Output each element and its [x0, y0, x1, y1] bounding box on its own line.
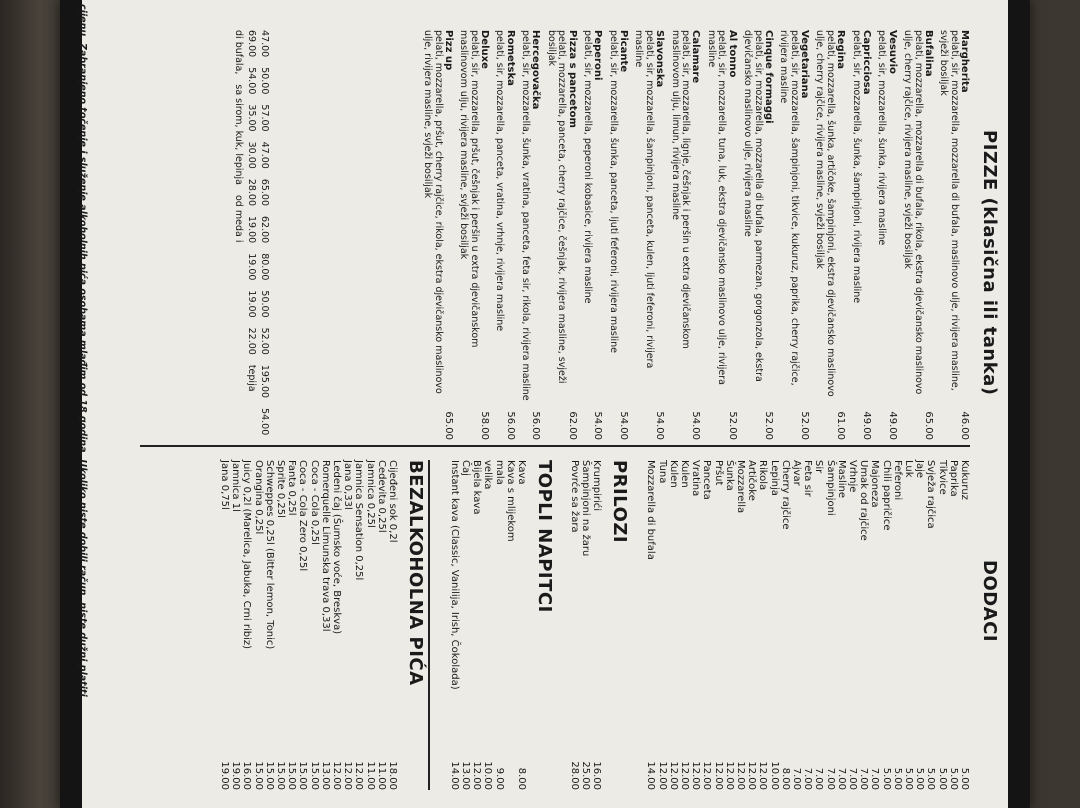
pizza-price: 65.00	[922, 411, 934, 440]
dodaci-list	[645, 460, 970, 790]
bezalkoholna-item-name: Romerquelle Limunska trava 0,33l	[319, 460, 331, 632]
topli-item-name: Kava	[516, 460, 527, 485]
dodaci-item	[679, 460, 690, 790]
left-page-price: 19.00	[245, 290, 257, 318]
dodaci-item-price: 5.00	[891, 767, 903, 790]
pizza-name: Cinque formaggi	[762, 30, 774, 124]
pizza-item	[633, 30, 665, 440]
dodaci-item-name: Mozzarella	[734, 460, 746, 514]
dodaci-item-name: Feta sir	[802, 460, 814, 497]
dodaci-item-name: Paprika	[947, 460, 959, 497]
left-page-price: 47.00	[259, 141, 270, 169]
dodaci-item-name: Kulen	[678, 460, 690, 488]
left-page-price: 54.00	[259, 408, 270, 436]
pizza-price: 56.00	[504, 411, 516, 440]
dodaci-item	[701, 460, 712, 790]
pizza-price: 52.00	[798, 411, 810, 440]
prilozi-item-price: 25.00	[579, 761, 591, 790]
dodaci-item	[858, 460, 869, 790]
dodaci-item-price: 5.00	[947, 767, 959, 790]
dodaci-item	[847, 460, 858, 790]
pizza-price: 62.00	[566, 411, 578, 440]
dodaci-item	[690, 460, 701, 790]
dodaci-item	[948, 460, 959, 790]
bezalkoholna-item	[264, 460, 275, 790]
pizza-name: Deluxe	[478, 30, 490, 69]
pizza-description: pelati, mozzarella, mozzarella di bufala, rikola, ekstra djevičansko maslinovo ulje, cherry rajčice, rivijera masline, svježi bosiljak	[902, 30, 924, 395]
pizza-price: 61.00	[835, 411, 847, 440]
pizza-price: 54.00	[690, 411, 702, 440]
dodaci-item	[724, 460, 735, 790]
dodaci-heading: DODACI	[979, 560, 1000, 643]
topli-item-price: 12.00	[471, 761, 483, 790]
dodaci-item-price: 5.00	[902, 767, 914, 790]
bezalkoholna-item-name: Orangina 0,25l	[252, 460, 264, 535]
dodaci-item	[735, 460, 746, 790]
topli-item	[449, 460, 460, 790]
topli-napitci-list	[449, 460, 527, 790]
topli-item	[471, 460, 482, 790]
pizza-name: Picante	[617, 30, 629, 73]
menu-sheet	[60, 0, 1030, 808]
pizza-name: Slavonska	[654, 30, 666, 88]
bezalkoholna-item-name: Sprite 0,25l	[274, 460, 286, 518]
pizza-name: Rometska	[504, 30, 516, 86]
left-page-price: 80.00	[259, 253, 270, 281]
dodaci-item-price: 7.00	[824, 767, 836, 790]
pizza-description: pelati, sir, mozzarella, šunka, šampinjoni, rivijera masline	[850, 30, 862, 304]
topli-napitci-heading: TOPLI NAPITCI	[534, 460, 555, 613]
pizza-item	[938, 30, 970, 440]
pizza-price: 54.00	[592, 411, 604, 440]
left-page-price: 52.00	[259, 327, 270, 355]
dodaci-item	[813, 460, 824, 790]
dodaci-item-name: Artičoke	[746, 460, 758, 501]
dodaci-item-price: 12.00	[667, 761, 679, 790]
pizza-description: pelati, sir, mozzarella, šampinjoni, tikvice, kukuruz, paprika, cherry rajčice, rivijera masline	[778, 30, 800, 386]
pizza-item	[607, 30, 629, 440]
pizza-price: 54.00	[654, 411, 666, 440]
left-page-price: 65.00	[259, 178, 270, 207]
bezalkoholna-item-price: 19.00	[218, 761, 230, 790]
pizza-name: Capricciosa	[860, 30, 872, 95]
dodaci-item-price: 12.00	[690, 761, 702, 790]
topli-item-price: 13.00	[459, 761, 471, 790]
pizza-description: pelati, sir, mozzarella, mozzarella di bufala, parmezan, gorgonzola, ekstra djevičansko maslinovo ulje, rivijera masline	[742, 30, 764, 382]
dodaci-item-name: Feferoni	[891, 460, 903, 501]
topli-item-name: Instant kava (Classic, Vanilija, Irish, Čokolada)	[448, 460, 460, 690]
bezalkoholna-heading: BEZALKOHOLNA PIĆA	[405, 460, 426, 686]
dodaci-item	[880, 460, 891, 790]
dodaci-item-name: Lepinja	[768, 460, 780, 496]
bezalkoholna-item	[342, 460, 353, 790]
pizza-item	[814, 30, 846, 440]
dodaci-item	[757, 460, 768, 790]
dodaci-item	[780, 460, 791, 790]
pizza-name: Pizza s pancetom	[566, 30, 578, 128]
left-page-price: 69.00	[245, 30, 257, 58]
dodaci-item-name: Jaje	[914, 460, 926, 479]
dodaci-item-price: 8.00	[779, 767, 791, 790]
bezalkoholna-item-name: Jamnica Sensation 0,25l	[353, 460, 365, 581]
pizza-description: pelati, mozzarella, šunka, artičoke, šampinjoni, ekstra djevičansko maslinovo ulje, cherry rajčice, rivijera masline, svježi bosiljak	[814, 30, 836, 397]
pizza-price: 65.00	[442, 411, 454, 440]
dodaci-item	[959, 460, 970, 790]
pizza-item	[742, 30, 774, 440]
pizza-name: Peperoni	[592, 30, 604, 81]
dodaci-item	[656, 460, 667, 790]
pizza-description: pelati, sir, mozzarella, panceta, vratina, vrhnje, rivijera masline	[494, 30, 506, 332]
bezalkoholna-item-price: 18.00	[387, 761, 398, 790]
bezalkoholna-item-price: 11.00	[364, 761, 376, 790]
dodaci-item	[925, 460, 936, 790]
dodaci-item	[802, 460, 813, 790]
topli-item-name: Čaj	[459, 460, 471, 476]
dodaci-item-price: 7.00	[846, 767, 858, 790]
topli-item	[482, 460, 493, 790]
dodaci-item	[712, 460, 723, 790]
bezalkoholna-item	[331, 460, 342, 790]
dodaci-item-price: 12.00	[734, 761, 746, 790]
left-page-price: 50.00	[259, 67, 270, 95]
left-page-price: 54.00	[245, 67, 257, 95]
dodaci-item-name: Masline	[835, 460, 847, 499]
bezalkoholna-item	[252, 460, 263, 790]
pizza-name: Regina	[835, 30, 847, 69]
topli-item-name: Bijela kava	[471, 460, 483, 515]
bezalkoholna-item-price: 15.00	[297, 761, 309, 790]
bezalkoholna-item-price: 15.00	[263, 761, 275, 790]
pizza-item	[582, 30, 604, 440]
prilozi-item-price: 28.00	[568, 761, 580, 790]
bezalkoholna-item-name: Cedevita 0,25l	[375, 460, 387, 533]
topli-item-name: Kava s mlijekom	[504, 460, 516, 542]
left-page-price: 28.00	[245, 178, 257, 207]
pizza-item	[545, 30, 577, 440]
dodaci-item-price: 12.00	[712, 761, 724, 790]
left-page-price: 50.00	[259, 290, 270, 318]
dodaci-item-price: 7.00	[835, 767, 847, 790]
pizza-name: Vegetariana	[798, 30, 810, 99]
dodaci-item-name: Šampinjoni	[824, 460, 836, 516]
dodaci-item-price: 12.00	[678, 761, 690, 790]
left-page-text-fragment: sa sirom, kuk, lepinja	[232, 84, 244, 185]
prilozi-item-name: Povrće sa žara	[568, 460, 580, 533]
dodaci-item	[824, 460, 835, 790]
bezalkoholna-item-name: Jamnica 1l	[230, 460, 242, 512]
topli-item	[493, 460, 504, 790]
bezalkoholna-item-name: Cijeđeni sok 0,2l	[387, 460, 398, 543]
bezalkoholna-item	[275, 460, 286, 790]
dodaci-item-name: Vrhnje	[846, 460, 858, 493]
dodaci-item-name: Svježa rajčica	[925, 460, 937, 529]
dodaci-item-name: Luk	[902, 460, 914, 478]
bezalkoholna-item	[230, 460, 241, 790]
dodaci-item-price: 10.00	[768, 761, 780, 790]
pizza-description: pelati, sir, mozzarella, šunka, vratina, panceta, feta sir, rikola, rivijera masline	[520, 30, 532, 401]
dodaci-item-name: Rikola	[757, 460, 769, 491]
left-page-text-fragment: di bufala,	[232, 30, 244, 75]
dodaci-item	[746, 460, 757, 790]
bezalkoholna-item	[353, 460, 364, 790]
dodaci-item-price: 5.00	[914, 767, 926, 790]
left-page-price: 35.00	[245, 104, 257, 132]
bezalkoholna-item-price: 16.00	[241, 761, 253, 790]
dodaci-item-price: 12.00	[746, 761, 758, 790]
footer-note: cijenu. Zabranjeno točenje i služenje alkoholnih pića osobama mlađim od 18 godina. Ukoliko niste dobili račun, niste dužni platiti.	[77, 4, 88, 701]
dodaci-item-name: Šunka	[723, 460, 735, 491]
prilozi-heading: PRILOZI	[609, 460, 630, 544]
dodaci-item-price: 5.00	[959, 767, 970, 790]
dodaci-item-name: Chili papričice	[880, 460, 892, 531]
pizze-heading: PIZZE (klasična ili tanka)	[979, 130, 1000, 396]
bezalkoholna-item-price: 11.00	[375, 761, 387, 790]
pizza-description: pelati, sir, mozzarella, lignje, češnjak i peršin u extra djevičanskom maslinovom ulju, limun, rivijera masline	[669, 30, 692, 349]
dodaci-item-name: Majoneza	[869, 460, 881, 508]
left-page-price: 19.00	[245, 253, 257, 281]
topli-item-price: 10.00	[482, 761, 494, 790]
pizza-description: pelati, sir, mozzarella, pršut, češnjak i peršin u extra djevičanskom maslinovom ulju, rivijera masline, svježi bosiljak	[458, 30, 480, 348]
bezalkoholna-item-price: 12.00	[353, 761, 365, 790]
bezalkoholna-item-name: Jana 0,33l	[342, 460, 354, 510]
pizze-list	[418, 30, 970, 440]
dodaci-item-name: Vratina	[690, 460, 702, 497]
left-page-price: 62.00	[259, 216, 270, 244]
dodaci-item-name: Kukuruz	[959, 460, 970, 500]
pizza-name: Bufalina	[922, 30, 934, 77]
dodaci-item-name: Pršut	[712, 460, 724, 486]
pizza-price: 56.00	[530, 411, 542, 440]
pizza-description: pelati, sir, mozzarella, šampinjoni, panceta, kulen, ljuti feferoni, rivijera masline	[633, 30, 655, 369]
pizza-item	[422, 30, 454, 440]
pizza-price: 49.00	[860, 411, 872, 440]
dodaci-item	[668, 460, 679, 790]
pizza-item	[669, 30, 701, 440]
dodaci-item-price: 7.00	[813, 767, 825, 790]
pizza-name: Al tonno	[726, 30, 738, 78]
bezalkoholna-item	[286, 460, 297, 790]
dodaci-item	[869, 460, 880, 790]
bezalkoholna-item-price: 15.00	[286, 761, 298, 790]
dodaci-item-price: 12.00	[701, 761, 713, 790]
dodaci-item-price: 14.00	[645, 761, 657, 790]
bezalkoholna-item	[387, 460, 398, 790]
dodaci-item-price: 12.00	[757, 761, 769, 790]
dodaci-item-name: Sir	[813, 460, 825, 474]
bezalkoholna-item-price: 19.00	[230, 761, 242, 790]
dodaci-item-name: Umak od rajčice	[858, 460, 870, 541]
topli-item	[460, 460, 471, 790]
dodaci-item	[892, 460, 903, 790]
bezalkoholna-item-price: 12.00	[342, 761, 354, 790]
column-divider	[140, 445, 970, 447]
bezalkoholna-item-price: 12.00	[330, 761, 342, 790]
bezalkoholna-item-name: Schweppes 0,25l (Bitter lemon, Tonic)	[263, 460, 275, 650]
menu-top-border	[1008, 0, 1030, 808]
bezalkoholna-item	[241, 460, 252, 790]
dodaci-item-name: Ajvar	[790, 460, 802, 486]
pizza-item	[705, 30, 737, 440]
bezalkoholna-item	[219, 460, 230, 790]
pizza-description: pelati, sir, mozzarella, šunka, rivijera masline	[876, 30, 888, 246]
topli-item-price: 14.00	[448, 761, 460, 790]
prilozi-list	[568, 460, 602, 790]
dodaci-item	[936, 460, 947, 790]
pizza-name: Calamare	[690, 30, 702, 84]
pizza-description: pelati, sir, mozzarella, mozzarella di bufala, maslinovo ulje, rivijera masline, svježi bosiljak	[938, 30, 960, 391]
pizza-price: 46.00	[959, 411, 970, 440]
dodaci-item-name: Mozzarella di bufala	[645, 460, 657, 560]
pizza-name: Hercegovačka	[530, 30, 542, 110]
pizza-price: 52.00	[762, 411, 774, 440]
dodaci-item-name: Cherry rajčice	[779, 460, 791, 530]
pizza-name: Margherita	[959, 30, 970, 93]
bezalkoholna-item	[320, 460, 331, 790]
dodaci-item	[791, 460, 802, 790]
dodaci-item-price: 5.00	[925, 767, 937, 790]
pizza-item	[778, 30, 810, 440]
dodaci-item	[903, 460, 914, 790]
prilozi-item	[568, 460, 579, 790]
topli-item-price: 8.00	[516, 767, 527, 790]
pizza-name: Pizz up	[442, 30, 454, 71]
bezalkoholna-item-name: Ledeni čaj (Šumsko voće, Breskva)	[330, 460, 342, 635]
pizza-item	[494, 30, 516, 440]
left-page-price: 57.00	[259, 104, 270, 132]
dodaci-item-price: 12.00	[723, 761, 735, 790]
dodaci-item-name: Kulen	[667, 460, 679, 488]
left-page-price: 19.00	[245, 216, 257, 244]
pizza-item	[458, 30, 490, 440]
pizza-item	[520, 30, 542, 440]
topli-item-name: mala	[493, 460, 505, 485]
bezalkoholna-item-name: Coca - Cola Zero 0,25l	[297, 460, 309, 572]
pizza-item	[876, 30, 898, 440]
dodaci-item-name: Panceta	[701, 460, 713, 500]
left-page-price: 30.00	[245, 141, 257, 169]
topli-item	[505, 460, 516, 790]
dodaci-item-name: Tuna	[656, 460, 668, 484]
left-page-text-fragment: tepija	[245, 364, 257, 392]
pizza-description: pelati, mozzarella, pršut, cherry rajčice, rikola, ekstra djevičansko maslinovo ulje, rivijera masline, svježi bosiljak	[422, 30, 444, 394]
bezalkoholna-item	[376, 460, 387, 790]
bezalkoholna-item-name: Coca - Cola 0,25l	[308, 460, 320, 545]
dodaci-item-price: 7.00	[858, 767, 870, 790]
left-page-price: 22.00	[245, 327, 257, 355]
prilozi-item-name: Šampinjoni na žaru	[579, 460, 591, 557]
dodaci-item-price: 7.00	[802, 767, 814, 790]
left-page-fragment	[232, 30, 270, 440]
pizza-item	[850, 30, 872, 440]
prilozi-item-price: 16.00	[591, 761, 602, 790]
pizza-price: 54.00	[617, 411, 629, 440]
dodaci-item	[914, 460, 925, 790]
bezalkoholna-list	[219, 460, 398, 790]
dodaci-item	[768, 460, 779, 790]
section-divider	[429, 460, 431, 790]
prilozi-item-name: Krumpirići	[591, 460, 602, 512]
dodaci-item	[836, 460, 847, 790]
pizza-price: 52.00	[726, 411, 738, 440]
pizza-description: pelati, mozzarella, panceta, cherry rajčice, češnjak, rivijera masline, svježi bosiljak	[545, 30, 568, 384]
bezalkoholna-item	[297, 460, 308, 790]
left-page-price: 195.00	[259, 364, 270, 399]
bezalkoholna-item-price: 15.00	[308, 761, 320, 790]
prilozi-item	[591, 460, 602, 790]
pizza-item	[902, 30, 934, 440]
bezalkoholna-item-price: 13.00	[319, 761, 331, 790]
dodaci-item-price: 12.00	[656, 761, 668, 790]
bezalkoholna-item	[364, 460, 375, 790]
left-page-text-fragment: od meda i	[232, 194, 244, 243]
pizza-description: pelati, sir, mozzarella, peperoni kobasice, rivijera masline	[582, 30, 594, 304]
topli-item-price: 9.00	[493, 767, 505, 790]
left-page-price: 47.00	[259, 30, 270, 58]
dodaci-item-price: 5.00	[880, 767, 892, 790]
pizza-name: Vesuvio	[886, 30, 898, 74]
bezalkoholna-item	[308, 460, 319, 790]
bezalkoholna-item-name: Jana 0,75l	[218, 460, 230, 510]
topli-item	[516, 460, 527, 790]
bezalkoholna-item-price: 15.00	[252, 761, 264, 790]
dodaci-item-price: 7.00	[790, 767, 802, 790]
bezalkoholna-item-name: Fanta 0,25l	[286, 460, 298, 516]
dodaci-item-price: 5.00	[936, 767, 948, 790]
bezalkoholna-item-price: 15.00	[274, 761, 286, 790]
bezalkoholna-item-name: Juicy 0,2l (Marelica, Jabuka, Crni ribiz)	[241, 460, 253, 650]
prilozi-item	[580, 460, 591, 790]
pizza-price: 49.00	[886, 411, 898, 440]
bezalkoholna-item-name: Jamnica 0,25l	[364, 460, 376, 528]
dodaci-item-name: Tikvice	[936, 460, 948, 495]
pizza-description: pelati, sir, mozzarella, tuna, luk, ekstra djevičansko maslinovo ulje, rivijera masline	[705, 30, 728, 385]
pizza-price: 58.00	[478, 411, 490, 440]
dodaci-item	[645, 460, 656, 790]
topli-item-name: velika	[482, 460, 494, 490]
pizza-description: pelati, sir, mozzarella, šunka, panceta, ljuti feferoni, rivijera masline	[607, 30, 619, 354]
dodaci-item-price: 7.00	[869, 767, 881, 790]
